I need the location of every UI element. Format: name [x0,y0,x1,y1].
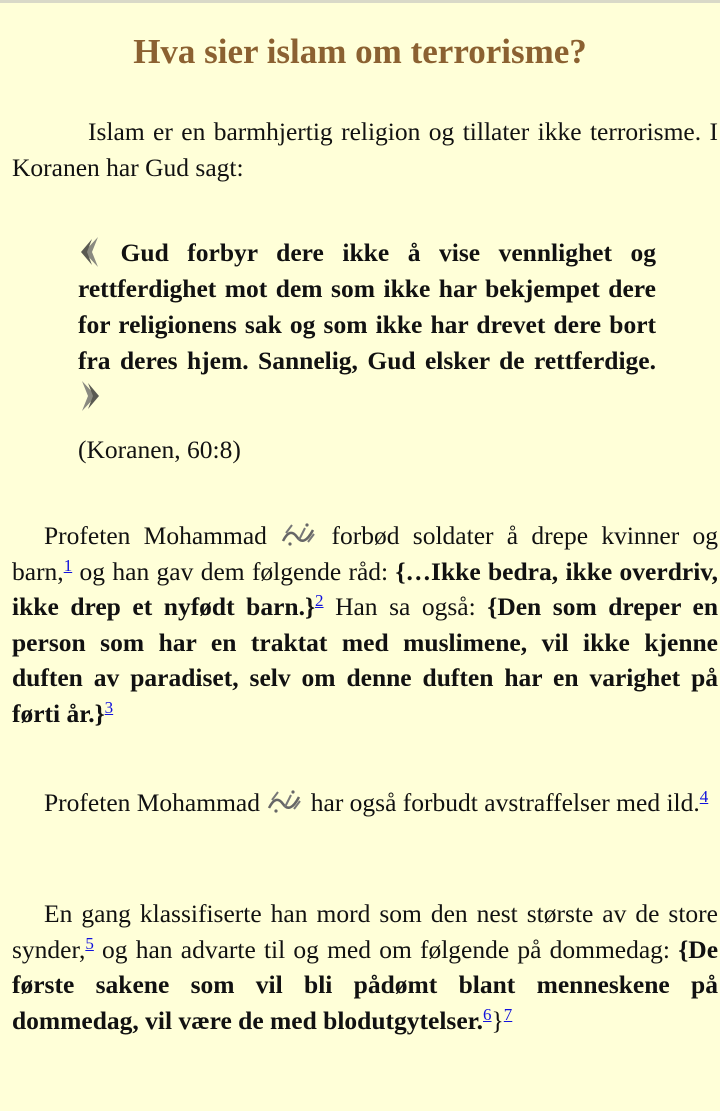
top-border [0,0,720,3]
p4-text-1: En gang klassifiserte han mord som den nest største av de store synder, [12,899,718,964]
quote-source: (Koranen, 60:8) [78,435,241,464]
hadith-treaty: {Den som dreper en person som har en traktat med muslimene, vil ikke kjenne duften av paradiset, selv om denne duften har en varighet på førti år.} [12,592,718,728]
p4-text-2: og han advarte til og med om følgende på dommedag: [102,934,671,964]
p2-text-1: Profeten Mohammad [44,521,267,550]
footnote-link-4[interactable]: 4 [699,787,709,806]
page-title: Hva sier islam om terrorisme? [133,32,587,71]
calligraphy-salutation-icon [266,788,304,814]
footnote-link-1[interactable]: 1 [63,555,73,575]
hadith-advice: {…Ikke bedra, ikke overdriv, ikke drep et nyfødt barn.} [12,556,718,621]
ornate-bracket-close-icon [78,379,102,413]
paragraph-soldiers [12,518,718,731]
footnote-link-3[interactable]: 3 [104,697,114,717]
hadith-close-brace: } [491,1005,504,1035]
paragraph-fire [12,785,718,821]
p2-text-2: forbød soldater å drepe kvinner og barn, [12,521,719,586]
p2-text-3: og han gav dem følgende råd: [79,556,389,586]
footnote-link-2[interactable]: 2 [315,591,324,610]
p2-text-4: Han sa også: [335,592,476,621]
p3-text-2: har også forbudt avstraffelser med ild. [310,788,700,817]
footnote-link-5[interactable]: 5 [85,933,94,953]
quran-quote [78,235,656,415]
footnote-link-6[interactable]: 6 [483,1004,492,1024]
footnote-link-7[interactable]: 7 [503,1004,513,1024]
quote-text: Gud forbyr dere ikke å vise vennlighet og rettferdighet mot dem som ikke har bekjempet dere for religionens sak og som ikke har drevet dere bort fra deres hjem. Sannelig, Gud elsker de rettferdige. [78,238,656,375]
ornate-bracket-open-icon [78,235,102,269]
p3-text-1: Profeten Mohammad [44,788,260,817]
calligraphy-salutation-icon [280,521,318,547]
intro-paragraph: Islam er en barmhjertig religion og tillater ikke terrorisme. I Koranen har Gud sagt: [12,117,718,182]
hadith-judgment: {De første sakene som vil bli pådømt blant menneskene på dommedag, vil være de med blodutgytelser. [12,934,719,1035]
paragraph-murder [12,896,718,1038]
